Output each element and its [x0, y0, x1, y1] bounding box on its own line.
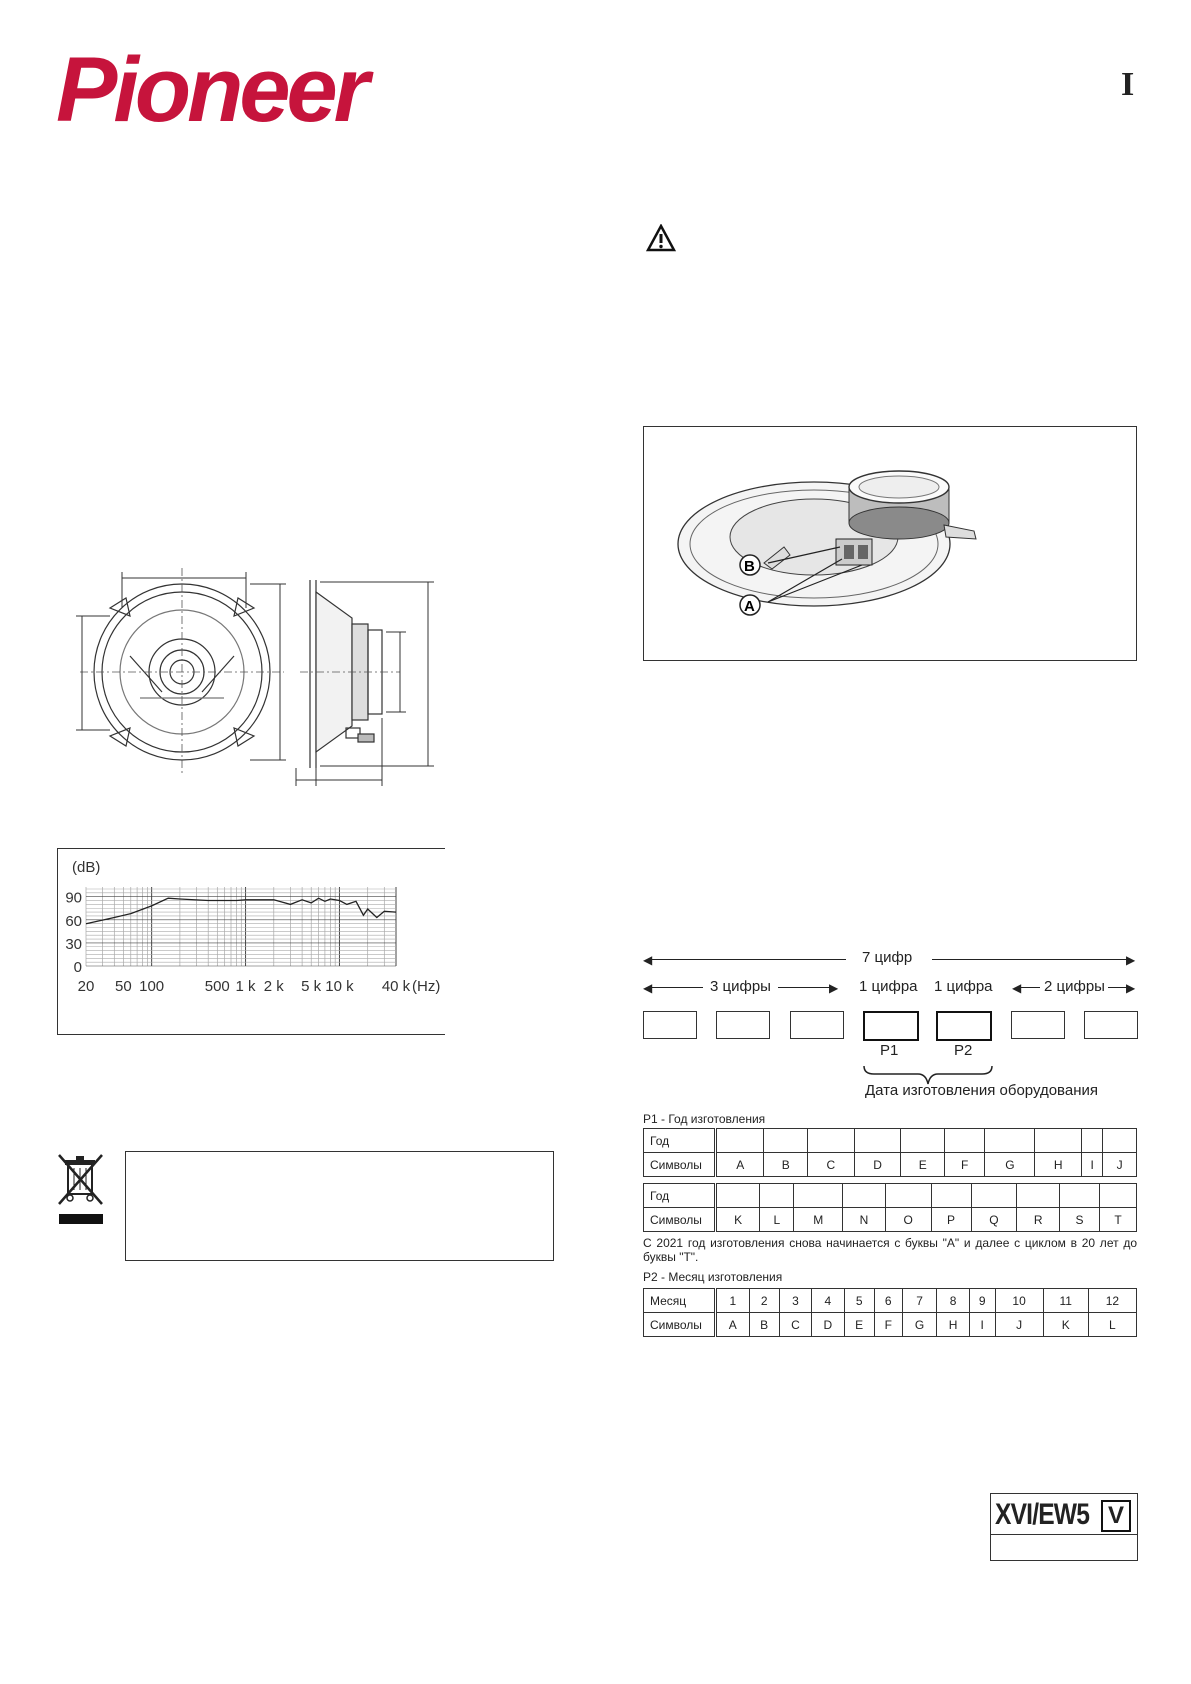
region-code-box: [990, 1493, 1138, 1561]
serial-diagram: ◀ 7 цифр ▶ ◀ 3 цифры ▶ 1 цифра 1 цифра ◀ 2 цифры ▶ P1 P2 Дата изготовления оборудования: [0, 0, 1191, 1110]
pioneer-logo: Pioneer: [56, 39, 366, 141]
symbols-row-label-b: Символы: [644, 1208, 716, 1232]
region-code-suffix: V: [1101, 1500, 1131, 1532]
chart-xlabel: (Hz): [412, 978, 441, 995]
chart-x-tick: 2 k: [263, 978, 284, 995]
date-caption: Дата изготовления оборудования: [865, 1082, 1098, 1099]
chart-x-tick: 100: [139, 978, 165, 995]
chart-x-tick: 40 k: [381, 978, 411, 995]
serial-box-1: [643, 1011, 697, 1039]
serial-box-6: [1011, 1011, 1065, 1039]
month-symbols-row-label: Символы: [644, 1313, 716, 1337]
serial-box-3: [790, 1011, 844, 1039]
p1-label: P1: [880, 1042, 899, 1059]
chart-y-tick: 30: [65, 935, 82, 953]
chart-y-tick: 0: [73, 959, 82, 976]
group4-label: 2 цифры: [1044, 978, 1105, 995]
chart-x-tick: 10 k: [325, 978, 354, 995]
month-table-title: P2 - Месяц изготовления: [643, 1270, 783, 1284]
callout-b: B: [744, 558, 755, 575]
chart-x-tick: 20: [77, 978, 95, 995]
chart-x-tick: 50: [115, 978, 132, 995]
chart-x-tick: 1 k: [235, 978, 256, 995]
symbols-row-label: Символы: [644, 1153, 716, 1177]
month-table: Месяц 1 2 3 4 5 6 7 8 9 10 11 12 Символы A B C D E F G H I J K L: [643, 1288, 1137, 1337]
year-table-a: Год Символы A B C D E F G H I J: [643, 1128, 1137, 1177]
group2-label: 1 цифра: [859, 978, 918, 995]
chart-x-tick: 5 k: [301, 978, 322, 995]
p2-label: P2: [954, 1042, 973, 1059]
year-note: С 2021 год изготовления снова начинается с буквы "A" и далее с циклом в 20 лет до буквы "T".: [643, 1236, 1137, 1264]
chart-x-tick: 500: [204, 978, 230, 995]
serial-box-2: [716, 1011, 770, 1039]
year-table-b: Год Символы K L M N O P Q R S T: [643, 1183, 1137, 1232]
year-table-title: P1 - Год изготовления: [643, 1112, 766, 1126]
year-row-label-b: Год: [644, 1184, 716, 1208]
group1-label: 3 цифры: [710, 978, 771, 995]
year-row-label: Год: [644, 1129, 716, 1153]
chart-y-tick: 90: [65, 889, 82, 907]
serial-box-7: [1084, 1011, 1138, 1039]
month-row-label: Месяц: [644, 1289, 716, 1313]
region-code: XVI/EW5: [995, 1498, 1090, 1531]
total-digits-label: 7 цифр: [862, 949, 913, 966]
serial-box-p1: [863, 1011, 919, 1041]
callout-a: A: [744, 598, 755, 615]
crossed-out-bin-icon: [56, 1152, 106, 1233]
serial-box-p2: [936, 1011, 992, 1041]
group3-label: 1 цифра: [934, 978, 993, 995]
weee-notice-box: [125, 1151, 554, 1261]
chart-y-tick: 60: [65, 912, 82, 930]
chart-ylabel: (dB): [72, 859, 101, 876]
page-marker: I: [1121, 66, 1135, 103]
